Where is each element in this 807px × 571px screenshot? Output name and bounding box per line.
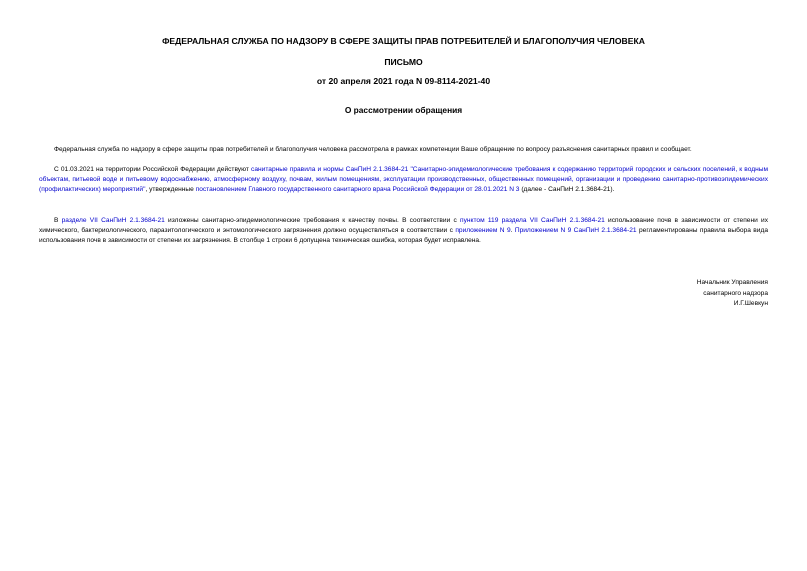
paragraph-soil-text-e: регламентированы правила выбора вида использования почв в зависимости от степени их загрязнения. В столбце 1 строки 6 допущена техническая ошибка, которая будет исправлена. — [39, 227, 768, 244]
paragraph-intro-text: Федеральная служба по надзору в сфере защиты прав потребителей и благополучия человека рассмотрела в рамках компетенции Ваше обращение по вопросу разъяснения санитарных правил и сообщает. — [54, 146, 692, 153]
document-type: ПИСЬМО — [384, 57, 423, 67]
appendix-9-sanpin-link[interactable]: Приложением N 9 СанПиН 2.1.3684-21 — [514, 227, 637, 234]
section-vii-link[interactable]: разделе VII СанПиН 2.1.3684-21 — [61, 217, 165, 224]
paragraph-soil-text-c: использование почв в зависимости от степени их химического, бактериологического, паразитологического и энтомологического загрязнения должно осуществляться в соответствии с — [39, 217, 768, 234]
paragraph-sanpin-text-c: (далее - СанПиН 2.1.3684-21). — [519, 186, 615, 193]
item-119-link[interactable]: пунктом 119 раздела VII СанПиН 2.1.3684-21 — [460, 217, 605, 224]
signature-block — [697, 278, 768, 310]
date-number: от 20 апреля 2021 года N 09-8114-2021-40 — [316, 76, 491, 86]
paragraph-soil — [39, 216, 768, 246]
paragraph-soil-text-a: В — [54, 217, 62, 224]
paragraph-soil-text-b: изложены санитарно-эпидемиологические требования к качеству почвы. В соответствии с — [164, 217, 461, 224]
paragraph-sanpin-text-a: С 01.03.2021 на территории Российской Федерации действуют — [54, 166, 252, 173]
paragraph-soil-text-d: . — [510, 227, 515, 234]
signature-name: И.Г.Шевкун — [733, 300, 768, 307]
paragraph-intro — [39, 145, 768, 155]
subject-title: О рассмотрении обращения — [344, 105, 463, 115]
appendix-9-link[interactable]: приложением N 9 — [455, 227, 511, 234]
sanpin-link[interactable]: санитарные правила и нормы СанПиН 2.1.3684-21 "Санитарно-эпидемиологические требования к содержанию территорий городских и сельских поселений, к водным объектам, питьевой воде и питьевому водоснабжению, атмосферному воздуху, почвам, жилым помещениям, эксплуатации производственных, общественных помещений, организации и проведению санитарно-противоэпидемических (профилактических) мероприятий" — [39, 166, 769, 193]
resolution-link[interactable]: постановлением Главного государственного санитарного врача Российской Федерации от 28.01.2021 N 3 — [195, 186, 520, 193]
signature-department: санитарного надзора — [703, 289, 768, 297]
agency-title: ФЕДЕРАЛЬНАЯ СЛУЖБА ПО НАДЗОРУ В СФЕРЕ ЗАЩИТЫ ПРАВ ПОТРЕБИТЕЛЕЙ И БЛАГОПОЛУЧИЯ ЧЕЛОВЕКА — [162, 36, 645, 46]
paragraph-sanpin — [39, 165, 768, 195]
paragraph-sanpin-text-b: , утвержденные — [145, 186, 196, 193]
signature-position: Начальник Управления — [696, 279, 768, 286]
